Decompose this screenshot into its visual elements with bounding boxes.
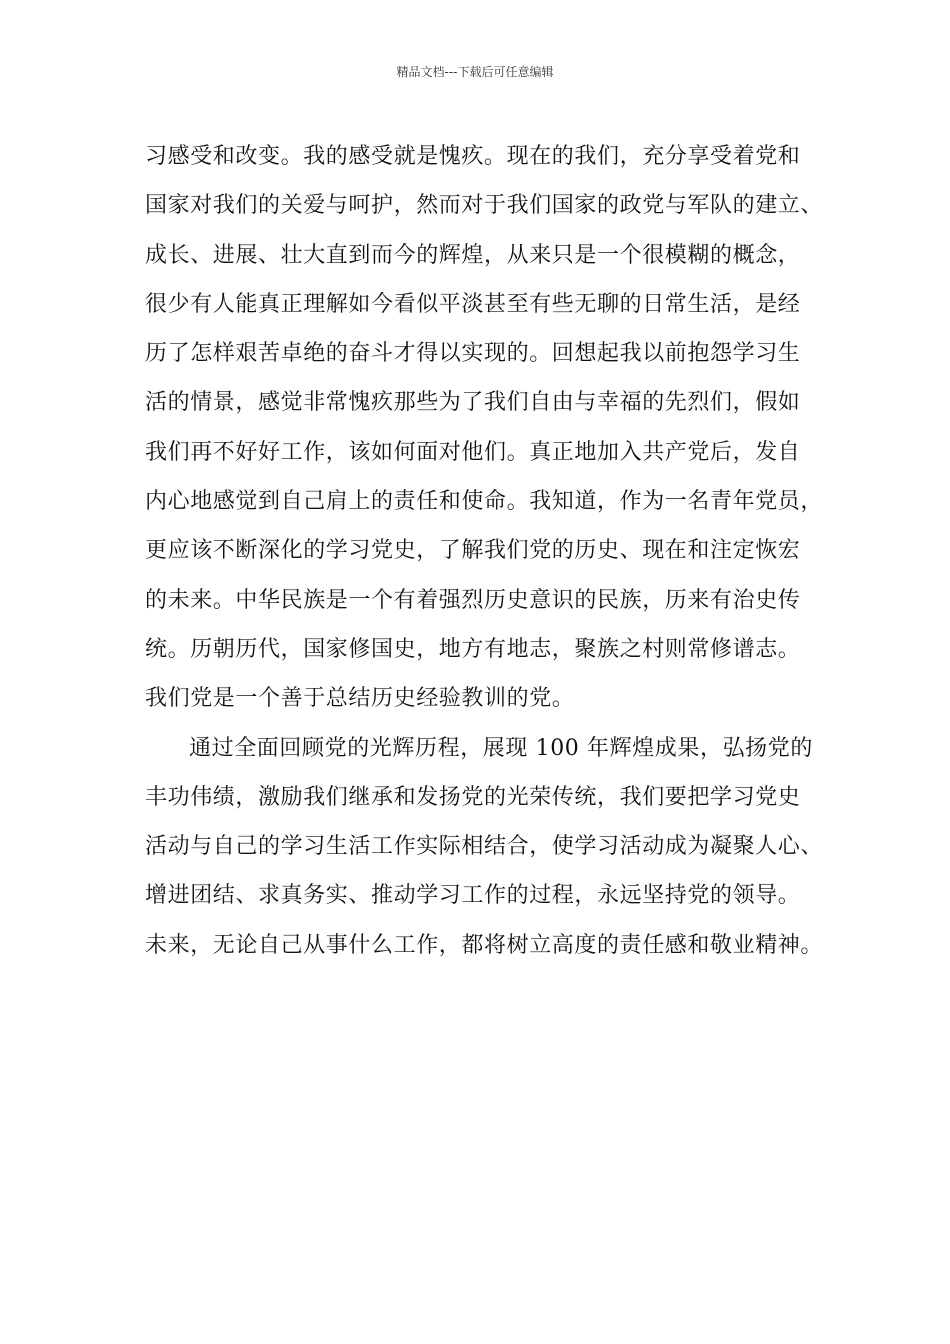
text-line: 国家对我们的关爱与呵护，然而对于我们国家的政党与军队的建立、 <box>145 193 824 219</box>
text-line: 未来，无论自己从事什么工作，都将树立高度的责任感和敬业精神。 <box>145 932 824 958</box>
paragraph-start-line: 通过全面回顾党的光辉历程，展现 100 年辉煌成果，弘扬党的 <box>189 735 813 761</box>
text-line: 内心地感觉到自己肩上的责任和使命。我知道，作为一名青年党员， <box>145 489 824 515</box>
document-body <box>145 132 835 970</box>
text-line: 更应该不断深化的学习党史，了解我们党的历史、现在和注定恢宏 <box>145 538 801 564</box>
text-line: 习感受和改变。我的感受就是愧疚。现在的我们，充分享受着党和 <box>145 144 801 169</box>
text-line: 增进团结、求真务实、推动学习工作的过程，永远坚持党的领导。 <box>145 883 801 909</box>
text-line: 的未来。中华民族是一个有着强烈历史意识的民族，历来有治史传 <box>145 587 801 613</box>
text-line: 历了怎样艰苦卓绝的奋斗才得以实现的。回想起我以前抱怨学习生 <box>145 341 801 367</box>
text-line: 我们再不好好工作，该如何面对他们。真正地加入共产党后，发自 <box>145 439 801 465</box>
text-line: 活动与自己的学习生活工作实际相结合，使学习活动成为凝聚人心、 <box>145 834 824 860</box>
text-line: 很少有人能真正理解如今看似平淡甚至有些无聊的日常生活，是经 <box>145 291 801 317</box>
text-line: 成长、进展、壮大直到而今的辉煌，从来只是一个很模糊的概念， <box>145 242 801 268</box>
text-line: 我们党是一个善于总结历史经验教训的党。 <box>145 686 575 712</box>
text-line: 活的情景，感觉非常愧疚那些为了我们自由与幸福的先烈们，假如 <box>145 390 801 416</box>
text-line: 丰功伟绩，激励我们继承和发扬党的光荣传统，我们要把学习党史 <box>145 784 801 810</box>
page-header: 精品文档---下载后可任意编辑 <box>396 65 554 79</box>
text-line: 统。历朝历代，国家修国史，地方有地志，聚族之村则常修谱志。 <box>145 636 801 662</box>
